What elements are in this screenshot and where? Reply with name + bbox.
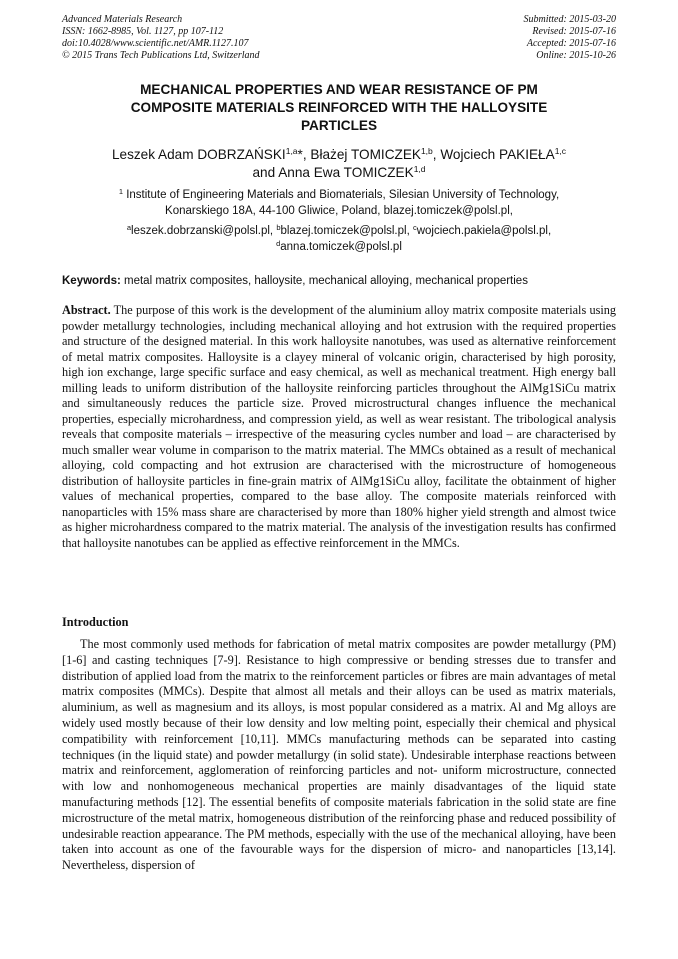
- author-list: [62, 146, 616, 182]
- introduction-paragraph: The most commonly used methods for fabrication of metal matrix composites are powder metallurgy (PM) [1-6] and casting techniques [7-9]. Resistance to high compressive or bending stresses due to transfer and distribution of applied load from the matrix to the reinforcement particles or fibres are main advantages of metal matrix composites (MMCs). Despite that almost all metals and their alloys can be used as matrix materials, aluminium, as well as magnesium and its alloys, is most popular considered as a matrix. Al and Mg alloys are widely used mostly because of their low density and low melting point, especially their chemical and physical compatibility with reinforcement [10,11]. MMCs manufacturing methods can be separated into casting techniques (in the liquid state) and powder metallurgy (in solid state). Undesirable interphase reactions between matrix and reinforcement, agglomeration of reinforcing particles and not- uniform microstructure, connected with low and nonhomogeneous mechanical properties are mainly disadvantages of the liquid state manufacturing methods [12]. The essential benefits of composite materials fabrication in the solid state are fine microstructure of the metal matrix, homogeneous distribution of the reinforcing phase and reduced possibility of undesirable reaction appearance. The PM methods, especially with the use of the mechanical alloying, have been taken into account as one of the favourable ways for the dispersion of micro- and nanoparticles [13,14]. Nevertheless, dispersion of: [62, 637, 616, 873]
- corresponding-author-mark: *: [297, 147, 303, 162]
- journal-info: [62, 14, 260, 62]
- author-name: Anna Ewa TOMICZEK: [278, 165, 414, 180]
- date-accepted: Accepted: 2015-07-16: [526, 38, 616, 49]
- author-separator: ,: [432, 147, 441, 162]
- abstract: [62, 303, 616, 551]
- abstract-label: Abstract.: [62, 303, 111, 317]
- author-affiliation-mark: 1,a: [285, 146, 298, 156]
- keywords: [62, 273, 616, 289]
- email-link[interactable]: anna.tomiczek@polsl.pl: [280, 241, 402, 253]
- affiliation-text: Institute of Engineering Materials and Biomaterials, Silesian University of Technology,: [126, 189, 560, 201]
- author-affiliation-mark: 1,c: [554, 146, 567, 156]
- keywords-label: Keywords:: [62, 275, 121, 287]
- author-line: [62, 146, 616, 164]
- affiliation-line: [62, 187, 616, 203]
- author-name: Błażej TOMICZEK: [310, 147, 421, 162]
- journal-doi[interactable]: doi:10.4028/www.scientific.net/AMR.1127.107: [62, 38, 249, 49]
- title-line: PARTICLES: [300, 118, 378, 133]
- affiliation-mark: 1: [118, 187, 123, 196]
- title-line: MECHANICAL PROPERTIES AND WEAR RESISTANCE OF PM: [140, 82, 538, 97]
- author-name: Leszek Adam DOBRZAŃSKI: [111, 147, 286, 162]
- email-link[interactable]: wojciech.pakiela@polsl.pl: [416, 225, 548, 237]
- author-affiliation-mark: 1,b: [420, 146, 433, 156]
- abstract-text: The purpose of this work is the development of the aluminium alloy matrix composite materials using powder metallurgy technologies, including mechanical alloying and hot extrusion with the required properties and structure of the designed material. In this work halloysite nanotubes, was used as alternative reinforcement of metal matrix composites. Halloysite is a clayey mineral of volcanic origin, characterised by high porosity, high ion exchange, large specific surface and easy chemical, as well as mechanical treatment. High energy ball milling leads to uniform distribution of the halloysite reinforcing particles throughout the AlMg1SiCu matrix and simultaneously reduces the particle size. Proved microstructural changes influence the mechanical properties, especially microhardness, and compression yield, as well as wear resistant. The tribological analysis reveals that composite materials – irrespective of the measuring cycles number and load – are characterised by much smaller wear volume in comparison to the matrix material. The MMCs obtained as a result of mechanical alloying, cold compacting and hot extrusion are characterised with the microstructure of homogeneous distribution of halloysite particles in fine-grain matrix of AlMg1SiCu alloy, facilitate the obtainment of higher values of mechanical properties, compared to the base alloy. The composite materials reinforced with nanoparticles with 15% mass share are characterised by more than 180% higher yield strength and almost twice as higher microhardness compared to the matrix material. The analysis of the investigation results has confirmed that halloysite nanotubes can be applied as effective reinforcement in the MMCs.: [62, 303, 616, 550]
- date-online: Online: 2015-10-26: [536, 50, 616, 61]
- date-submitted: Submitted: 2015-03-20: [523, 14, 616, 25]
- author-separator: ,: [302, 147, 311, 162]
- author-name: Wojciech PAKIEŁA: [440, 147, 555, 162]
- paper-title: [62, 81, 616, 135]
- title-line: COMPOSITE MATERIALS REINFORCED WITH THE HALLOYSITE: [130, 100, 548, 115]
- email-link[interactable]: blazej.tomiczek@polsl.pl: [280, 225, 407, 237]
- date-revised: Revised: 2015-07-16: [532, 26, 616, 37]
- email-link[interactable]: leszek.dobrzanski@polsl.pl: [131, 225, 270, 237]
- section-heading-introduction: Introduction: [62, 615, 129, 629]
- author-affiliation-mark: 1,d: [413, 164, 426, 174]
- author-line: [62, 164, 616, 182]
- affiliation-block: [62, 187, 616, 255]
- journal-copyright: © 2015 Trans Tech Publications Ltd, Switzerland: [62, 50, 260, 61]
- email-line: $^a$leszek.dobrzanski@polsl.pl, $^b$blazej.tomiczek@polsl.pl, $^c$wojciech.pakiela@polsl.pl,: [126, 223, 552, 237]
- author-conjunction: and: [252, 165, 276, 180]
- keywords-text: metal matrix composites, halloysite, mechanical alloying, mechanical properties: [124, 275, 528, 287]
- journal-name: Advanced Materials Research: [62, 14, 183, 25]
- publication-dates: [524, 14, 617, 62]
- affiliation-address: Konarskiego 18A, 44-100 Gliwice, Poland, blazej.tomiczek@polsl.pl,: [165, 205, 513, 217]
- email-line: $^d$anna.tomiczek@polsl.pl: [276, 239, 402, 253]
- journal-issn: ISSN: 1662-8985, Vol. 1127, pp 107-112: [62, 26, 224, 37]
